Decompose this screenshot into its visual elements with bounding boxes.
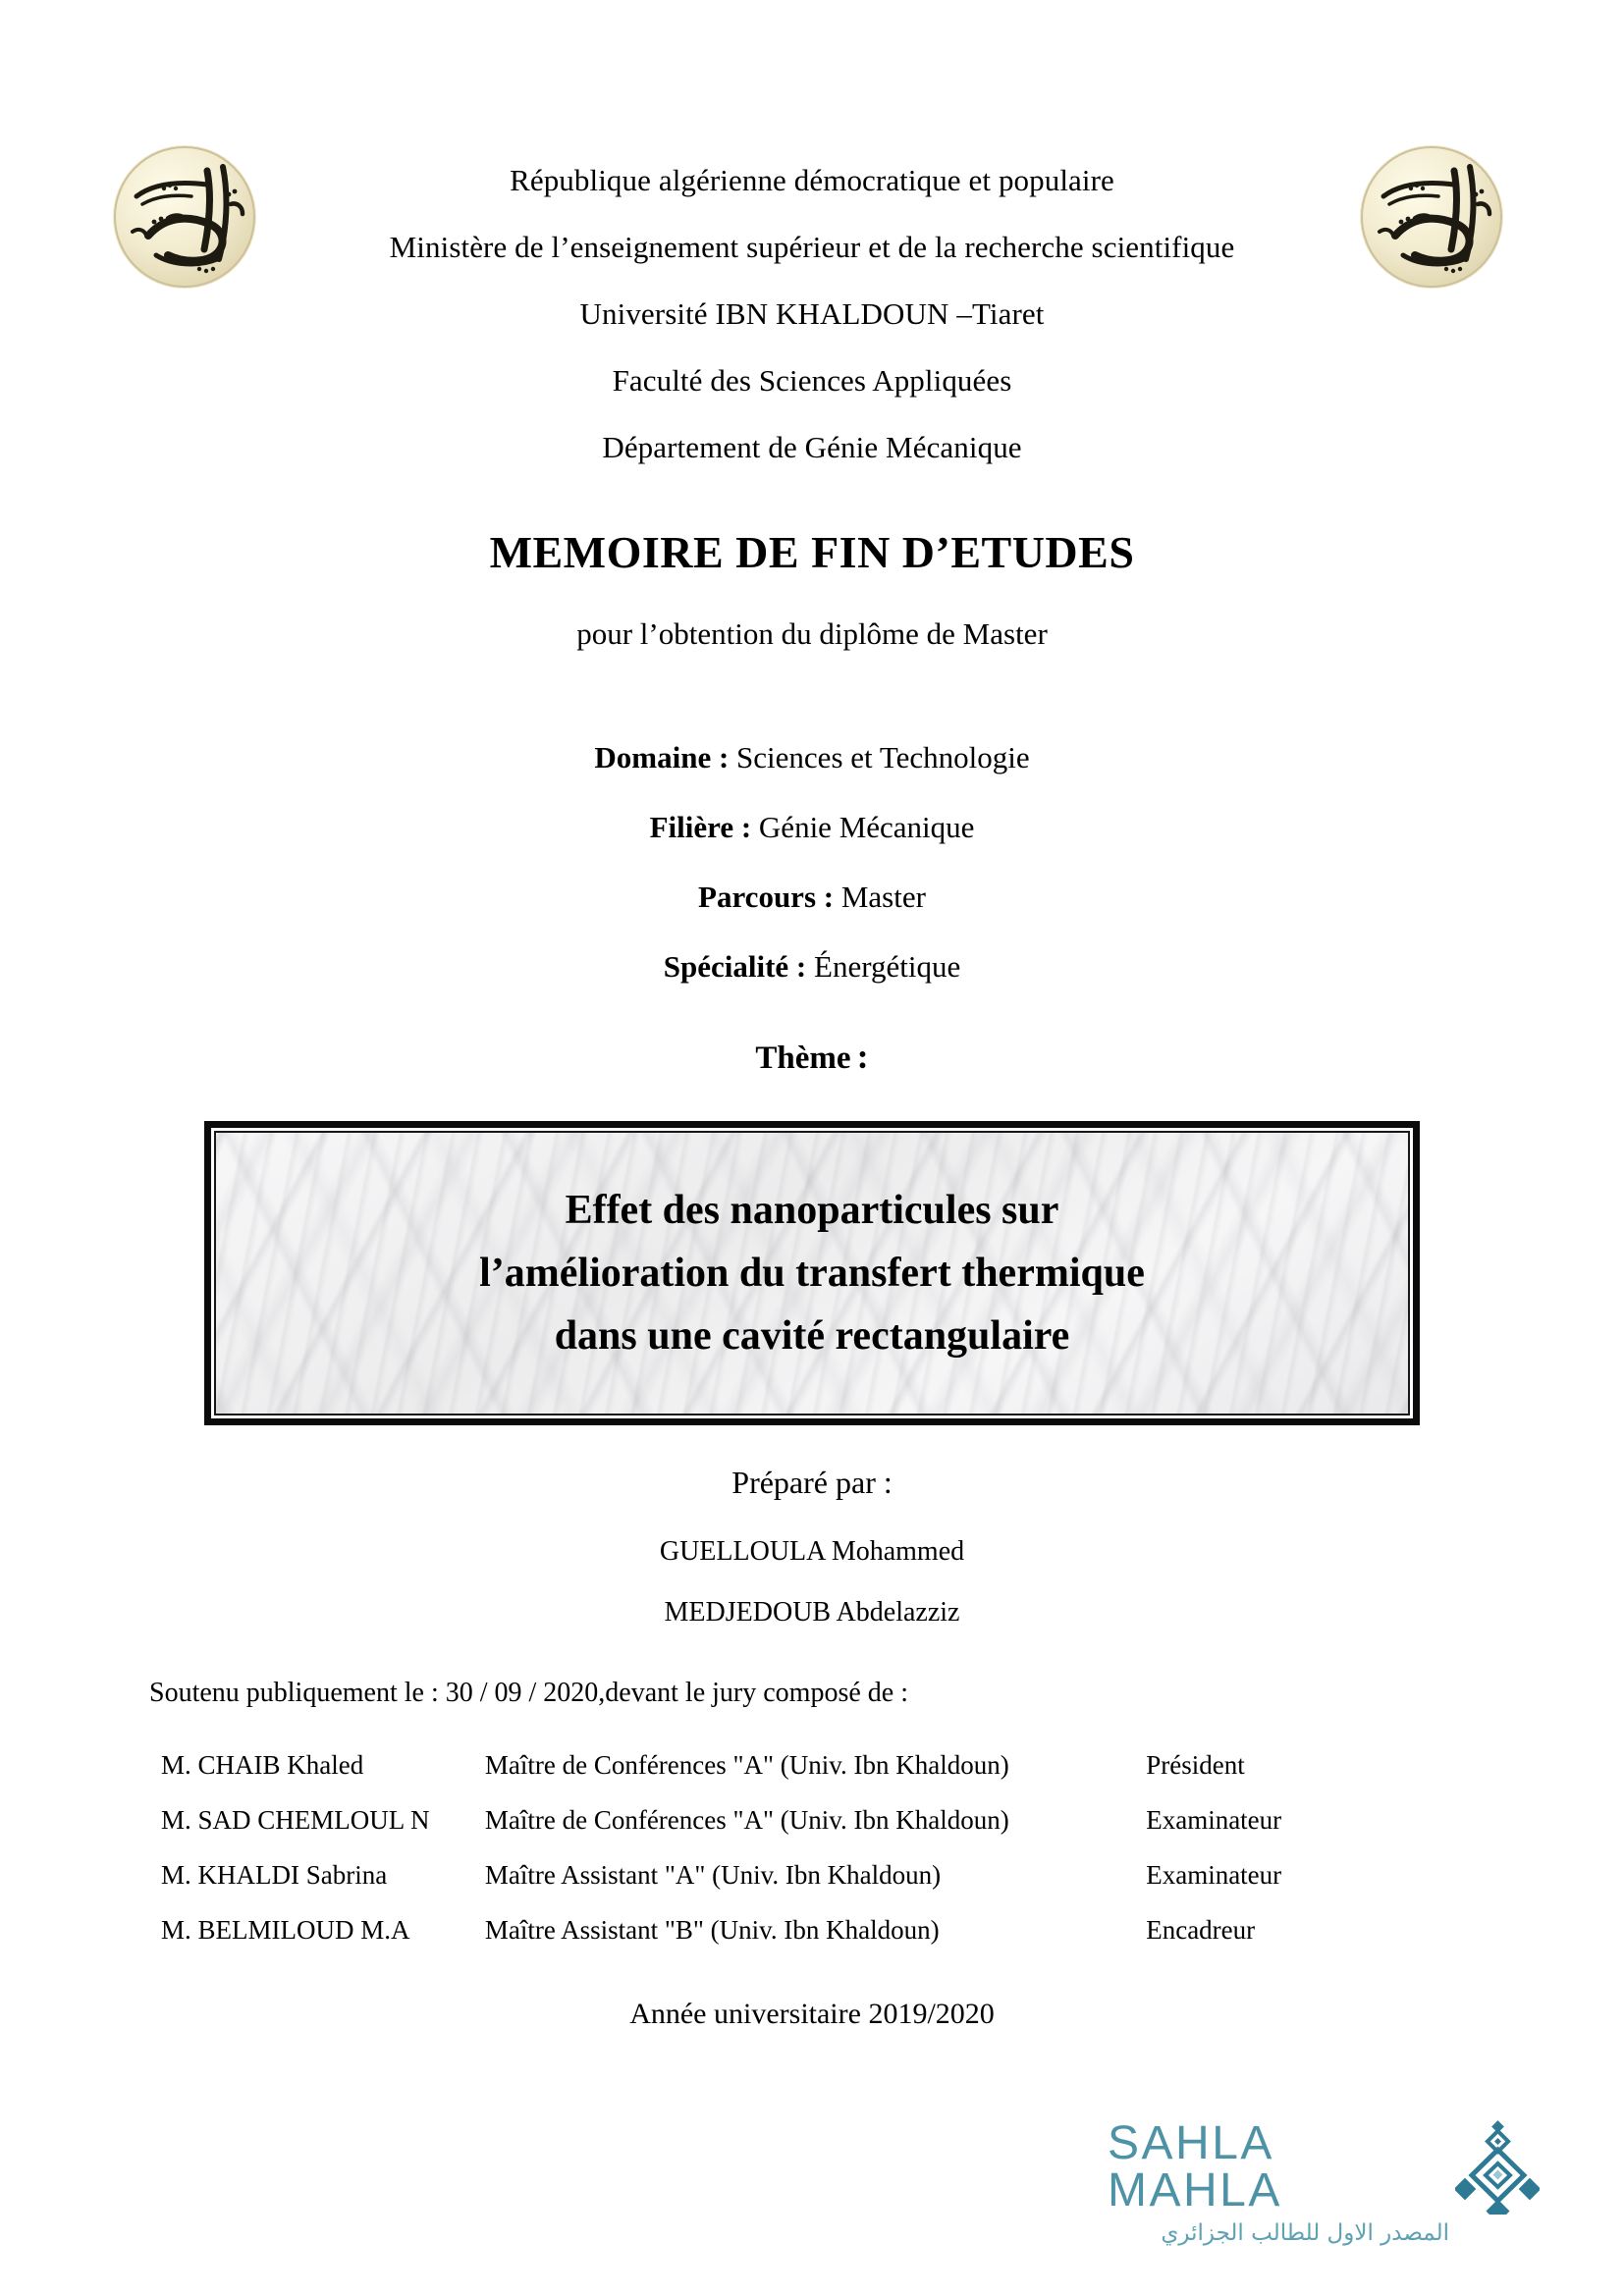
thesis-title-line-3: dans une cavité rectangulaire <box>554 1313 1070 1359</box>
footer-logo-row <box>1108 2117 1540 2216</box>
theme-label-row <box>0 1036 1624 1077</box>
table-row <box>149 1847 1406 1902</box>
footer-arabic-tagline: المصدر الاول للطالب الجزائري <box>1161 2220 1449 2246</box>
author-name-1: GUELLOULA Mohammed <box>659 1536 965 1567</box>
info-row-specialite <box>0 932 1624 1001</box>
jury-member-name: M. KHALDI Sabrina <box>161 1859 388 1890</box>
info-label-filiere: Filière : <box>649 810 752 844</box>
info-row-domaine <box>0 722 1624 792</box>
thesis-title-inner-frame <box>214 1131 1410 1415</box>
info-value-parcours: Master <box>840 880 926 914</box>
header-line-faculty: Faculté des Sciences Appliquées <box>612 363 1012 398</box>
institution-header <box>0 147 1624 481</box>
info-value-filiere: Génie Mécanique <box>758 810 975 844</box>
thesis-title-frame <box>204 1121 1420 1425</box>
info-row-parcours <box>0 862 1624 932</box>
jury-member-name: M. BELMILOUD M.A <box>161 1914 410 1945</box>
header-line-ministry: Ministère de l’enseignement supérieur et de la recherche scientifique <box>389 230 1235 264</box>
diamond-ornament-icon <box>1455 2120 1540 2215</box>
jury-member-role: Examinateur <box>1146 1859 1282 1890</box>
footer-brand-text: SAHLA MAHLA <box>1108 2117 1282 2216</box>
defense-statement: Soutenu publiquement le : 30 / 09 / 2020,devant le jury composé de : <box>149 1678 908 1708</box>
jury-member-grade: Maître Assistant "B" (Univ. Ibn Khaldoun) <box>484 1914 940 1945</box>
thesis-title-line-1: Effet des nanoparticules sur <box>565 1188 1059 1233</box>
theme-label: Thème <box>755 1041 851 1076</box>
theme-colon: : <box>856 1037 869 1076</box>
info-value-domaine: Sciences et Technologie <box>736 740 1030 774</box>
info-label-specialite: Spécialité : <box>663 949 807 984</box>
jury-member-grade: Maître de Conférences "A" (Univ. Ibn Khaldoun) <box>484 1804 1009 1835</box>
header-line-department: Département de Génie Mécanique <box>602 430 1022 464</box>
author-name-2: MEDJEDOUB Abdelazziz <box>664 1597 960 1628</box>
jury-member-name: M. CHAIB Khaled <box>161 1749 364 1780</box>
academic-year: Année universitaire 2019/2020 <box>629 1998 995 2030</box>
table-row <box>149 1902 1406 1957</box>
sahla-mahla-watermark-logo <box>1108 2117 1540 2248</box>
program-info-block <box>0 722 1624 1001</box>
thesis-title <box>452 1179 1172 1367</box>
info-value-specialite: Énergétique <box>814 949 961 984</box>
jury-member-role: Examinateur <box>1146 1804 1282 1835</box>
jury-member-role: Président <box>1146 1749 1245 1780</box>
table-row <box>149 1737 1406 1792</box>
document-subtitle: pour l’obtention du diplôme de Master <box>576 616 1048 651</box>
header-line-republic: République algérienne démocratique et populaire <box>510 163 1114 197</box>
jury-member-grade: Maître Assistant "A" (Univ. Ibn Khaldoun) <box>484 1859 942 1890</box>
info-row-filiere <box>0 792 1624 862</box>
header-line-university: Université IBN KHALDOUN –Tiaret <box>579 296 1045 331</box>
jury-table <box>149 1737 1406 1957</box>
info-label-domaine: Domaine : <box>594 740 730 774</box>
jury-member-role: Encadreur <box>1146 1914 1256 1945</box>
info-label-parcours: Parcours : <box>698 880 835 914</box>
thesis-title-line-2: l’amélioration du transfert thermique <box>479 1251 1145 1296</box>
table-row <box>149 1792 1406 1847</box>
document-type-title: MEMOIRE DE FIN D’ETUDES <box>489 527 1135 577</box>
prepared-by-label: Préparé par : <box>731 1465 893 1500</box>
jury-member-name: M. SAD CHEMLOUL N <box>161 1804 430 1835</box>
jury-member-grade: Maître de Conférences "A" (Univ. Ibn Khaldoun) <box>484 1749 1009 1780</box>
